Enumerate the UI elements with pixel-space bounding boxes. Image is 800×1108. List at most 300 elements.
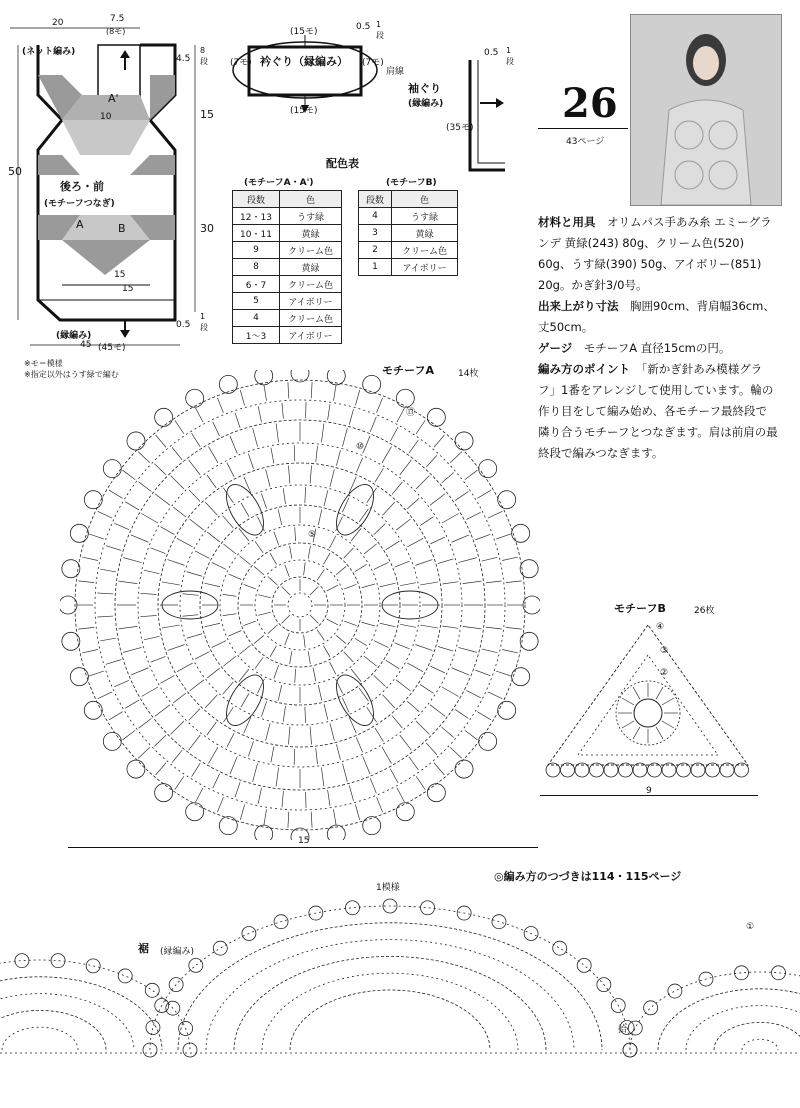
motif-a-stitch (295, 669, 296, 683)
collar-left-stitches: (7モ) (230, 58, 252, 68)
motif-a-stitch (195, 652, 209, 659)
col-header-rows: 段数 (233, 191, 280, 208)
table-row (233, 293, 342, 310)
motif-a-stitch (114, 523, 129, 529)
motif-a-stitch (452, 668, 470, 675)
hem-arc (234, 956, 546, 1050)
color-cell: クリーム色 (392, 242, 458, 259)
color-table-title: 配色表 (326, 157, 359, 170)
row-count-cell: 12・13 (233, 208, 280, 225)
motif-a-stitch (395, 561, 410, 567)
motif-a-stitch (285, 565, 290, 577)
motif-a-stitch (327, 619, 339, 625)
motif-a-stitch (342, 428, 347, 446)
motif-a-stitch (207, 722, 216, 735)
motif-a-stitch (271, 448, 274, 464)
motif-a-stitch (356, 458, 362, 473)
motif-a-stitch (78, 627, 94, 629)
motif-a-stitch (78, 581, 94, 583)
motif-a-stitch (207, 475, 216, 488)
motif-a-stitch (253, 428, 258, 446)
hem-scallop (183, 1043, 197, 1057)
motif-a-stitch (496, 671, 511, 676)
motif-a-stitch (160, 675, 174, 683)
motif-a-stitch (183, 615, 199, 617)
motif-a-stitch (311, 382, 312, 398)
motif-a-stitch (317, 630, 324, 641)
motif-a-stitch (380, 583, 396, 587)
body-height: 50 (8, 165, 22, 178)
motif-a-stitch (400, 460, 412, 475)
motif-a-stitch (204, 583, 220, 587)
hem-arc (686, 1006, 800, 1050)
net-width: 7.5 (110, 14, 125, 24)
hem-scallop (734, 966, 748, 980)
motif-a-stitch (106, 546, 121, 551)
hem-scallop (145, 983, 159, 997)
motif-a-stitch (420, 625, 438, 628)
motif-a-stitch (380, 623, 396, 627)
hem-arc (742, 1039, 778, 1050)
motif-a-stitch (392, 482, 402, 494)
motif-a-stitch (407, 663, 423, 672)
hem-arc (2, 1027, 78, 1050)
motif-a-stitch (438, 559, 453, 564)
motif-a-stitch (450, 452, 462, 463)
motif-a-stitch (109, 712, 123, 720)
row-count-cell: 2 (359, 242, 392, 259)
motif-a-scallop (186, 389, 204, 407)
motif-a-stitch (119, 581, 138, 583)
hem-scallop (421, 901, 435, 915)
motif-a-stitch (274, 532, 279, 545)
motif-a-stitch (140, 616, 156, 617)
bottom-stitches: (45モ) (98, 343, 126, 353)
motif-a-scallop (520, 560, 538, 578)
mid-height: 15 (200, 108, 214, 121)
motif-a-ring (238, 543, 362, 667)
motif-a-scallop (60, 596, 77, 614)
motif-a-stitch (187, 634, 202, 639)
motif-a-stitch (416, 721, 429, 734)
motif-a-stitch (362, 584, 375, 588)
motif-a-stitch (466, 512, 480, 519)
motif-a-stitch (248, 741, 253, 756)
motif-a-stitch (217, 398, 223, 413)
motif-a-stitch (400, 624, 416, 627)
motif-a-stitch (244, 584, 256, 588)
motif-a-stitch (270, 646, 277, 657)
motif-a-stitch (382, 447, 392, 463)
motif-b-round-4: ④ (656, 622, 665, 632)
motif-a-stitch (465, 730, 478, 740)
motif-a-stitch (397, 408, 404, 422)
motif-a-stitch (271, 747, 274, 763)
motif-b-scallop (648, 763, 662, 777)
motif-a-stitch (255, 657, 263, 668)
motif-a-stitch (383, 695, 395, 708)
motif-a-stitch (131, 535, 149, 542)
motif-b-stitch (622, 721, 634, 728)
table-row (233, 225, 342, 242)
motif-a-stitch (240, 390, 244, 405)
motif-a-stitch (416, 476, 429, 489)
hem-scallop (345, 901, 359, 915)
motif-a-stitch (282, 791, 283, 807)
motif-a-stitch (430, 494, 445, 506)
motif-a-stitch (329, 662, 335, 674)
row-count-cell: 5 (233, 293, 280, 310)
motif-b-stitch (656, 727, 663, 739)
motif-a-stitch (324, 646, 331, 657)
motif-a-stitch (496, 534, 511, 539)
motif-a-stitch (359, 509, 368, 522)
motif-a-stitch (223, 488, 233, 503)
motif-a-stitch (189, 709, 200, 721)
top-rows-unit: 段 (200, 57, 208, 66)
motif-a-stitch (109, 490, 123, 498)
hem-sub-label: (縁編み) (160, 947, 195, 957)
motif-a-scallop (498, 491, 516, 509)
motif-a-stitch (316, 446, 318, 462)
motif-a-stitch (304, 562, 306, 575)
motif-a-stitch (278, 509, 282, 525)
note-color: ※指定以外はうす緑で編む (24, 370, 119, 379)
row-count-cell: 4 (233, 310, 280, 327)
motif-a-stitch (434, 435, 444, 447)
motif-a-stitch (442, 727, 454, 737)
b-label: B (118, 222, 126, 235)
motif-a-stitch (407, 498, 419, 509)
motif-a-stitch (463, 581, 482, 583)
motif-a-stitch (382, 747, 392, 763)
motif-a-stitch (328, 790, 330, 806)
motif-a-stitch (173, 507, 186, 517)
motif-a-chart (60, 370, 540, 840)
color-table-b (358, 190, 458, 276)
right-height: 30 (200, 222, 214, 235)
motif-a-stitch (290, 546, 292, 559)
model-silhouette (631, 15, 781, 205)
motif-a-stitch (415, 560, 432, 566)
motif-a-stitch (355, 804, 359, 819)
a-prime-label: A' (108, 92, 119, 105)
motif-a-stitch (333, 385, 336, 401)
motif-a-ring (288, 593, 312, 617)
motif-a-scallop (523, 596, 540, 614)
motif-a-stitch (502, 557, 518, 560)
hem-scallop (628, 1021, 642, 1035)
motif-a-stitch (324, 704, 328, 720)
motif-a-stitch (415, 645, 432, 651)
hem-arc (0, 994, 134, 1050)
motif-a-stitch (196, 408, 203, 422)
motif-a-stitch (142, 514, 158, 524)
motif-a-stitch (228, 630, 241, 636)
motif-a-stitch (397, 788, 404, 802)
motif-a-stitch (330, 469, 334, 486)
motif-a-stitch (278, 685, 282, 701)
motif-a-stitch (276, 424, 278, 443)
body-label: 後ろ・前 (60, 180, 104, 193)
table-row (359, 208, 458, 225)
motif-a-stitch (282, 615, 290, 623)
color-cell: クリーム色 (279, 310, 341, 327)
table-row (359, 259, 458, 276)
motif-a-stitch (318, 509, 322, 525)
motif-a-stitch (205, 502, 217, 515)
motif-a-stitch (362, 622, 375, 626)
motif-b-stitch (622, 698, 634, 705)
motif-a-ring (158, 463, 442, 747)
motif-a-stitch (155, 494, 170, 506)
motif-a-stitch (212, 562, 226, 569)
motif-a-stitch (239, 645, 250, 654)
motif-a-stitch (477, 490, 491, 498)
motif-a-stitch (310, 615, 318, 623)
motif-a-scallop (155, 784, 173, 802)
motif-a-scallop (219, 817, 237, 835)
motif-a-stitch (122, 470, 135, 480)
motif-a-stitch (268, 625, 278, 634)
motif-a-stitch (374, 524, 386, 535)
motif-a-stitch (367, 488, 377, 503)
motif-a-stitch (270, 553, 277, 564)
color-cell: アイボリー (279, 293, 341, 310)
motif-a-stitch (356, 738, 362, 753)
motif-a-scallop (84, 491, 102, 509)
top-rows-h: 4.5 (176, 54, 191, 64)
motif-a-dim-line (68, 847, 538, 848)
motif-a-stitch (82, 649, 98, 652)
hem-arc (150, 906, 630, 1050)
motif-b-stitch (662, 698, 674, 705)
motif-a-stitch (192, 433, 201, 447)
motif-a-stitch (344, 652, 354, 662)
hem-scallop (15, 954, 29, 968)
motif-a-scallop (455, 432, 473, 450)
motif-a-stitch (370, 778, 376, 793)
motif-a-scallop (70, 668, 88, 686)
materials-text: オリムパス手あみ糸 エミーグランデ 黄緑(243) 80g、クリーム色(520) 60g、うす緑(390) 50g、アイボリー(851) 20g。かぎ針3/0号。 (538, 215, 772, 292)
collar-bottom-stitches: (15モ) (290, 106, 318, 116)
motif-a-stitch (294, 749, 295, 765)
motif-a-stitch (223, 614, 237, 616)
motif-b-stitch (633, 727, 640, 739)
motif-a-stitch (254, 635, 264, 643)
motif-a-title: モチーフA (382, 364, 434, 377)
motif-a-stitch (223, 656, 236, 666)
inner-15a: 15 (114, 270, 126, 280)
collar-rows-unit: 段 (376, 31, 384, 40)
motif-a-stitch (240, 804, 244, 819)
motif-a-scallop (70, 524, 88, 542)
hem-chart (0, 885, 800, 1108)
color-table-b-title: (モチーフB) (386, 178, 437, 188)
motif-a-stitch (288, 727, 289, 745)
motif-a-stitch (223, 544, 236, 554)
hem-scallop (644, 1001, 658, 1015)
motif-a-stitch (383, 502, 395, 515)
col-header-color: 色 (279, 191, 341, 208)
motif-a-stitch (89, 671, 104, 676)
motif-a-stitch (400, 583, 416, 586)
motif-a-stitch (173, 693, 186, 703)
motif-a-stitch (125, 502, 139, 510)
motif-a-width: 15 (298, 836, 310, 846)
motif-a-stitch (409, 440, 418, 453)
motif-b-scallop (633, 763, 647, 777)
motif-a-stitch (426, 455, 437, 467)
motif-a-stitch (100, 569, 116, 572)
collar-right-stitches: (7モ) (362, 58, 384, 68)
motif-a-stitch (442, 687, 458, 697)
motif-a-stitch (420, 684, 433, 693)
motif-a-stitch (386, 660, 399, 669)
motif-a-stitch (488, 692, 503, 699)
motif-a-stitch (204, 623, 220, 627)
motif-a-stitch (255, 541, 263, 552)
row-count-cell: 3 (359, 225, 392, 242)
motif-a-scallop (62, 632, 80, 650)
motif-a-stitch (140, 593, 156, 594)
motif-a-stitch (290, 651, 292, 664)
motif-a-stitch (172, 750, 182, 762)
motif-a-stitch (235, 413, 240, 428)
motif-a-stitch (241, 503, 249, 517)
row-count-cell: 4 (359, 208, 392, 225)
motif-a-stitch (390, 427, 398, 441)
motif-a-scallop (512, 524, 530, 542)
motif-a-stitch (123, 558, 141, 563)
net-label: (ネット編み) (22, 47, 76, 57)
motif-a-stitch (190, 680, 204, 691)
motif-a-stitch (455, 709, 468, 718)
body-sub: (モチーフつなぎ) (44, 199, 115, 209)
motif-a-scallop (127, 432, 145, 450)
hem-arc (630, 972, 800, 1050)
motif-a-stitch (390, 769, 398, 783)
motif-a-stitch (377, 797, 383, 812)
motif-a-stitch (355, 638, 367, 645)
motif-a-stitch (190, 519, 204, 530)
hem-arc (0, 977, 162, 1050)
a-label: A (76, 218, 84, 231)
motif-a-stitch (321, 768, 323, 787)
motif-a-scallop (186, 803, 204, 821)
motif-a-stitch (420, 582, 438, 585)
motif-a-stitch (192, 763, 201, 777)
motif-a-stitch (283, 488, 285, 504)
hem-scallop (86, 959, 100, 973)
motif-a-stitch (223, 707, 233, 722)
hem-round-1: ① (746, 922, 755, 932)
table-row (233, 310, 342, 327)
motif-a-stitch (400, 735, 412, 750)
motif-a-stitch (329, 536, 335, 548)
motif-a-scallop (255, 825, 273, 840)
motif-a-stitch (395, 643, 410, 649)
motif-a-stitch (151, 548, 166, 554)
motif-a-stitch (386, 541, 399, 550)
motif-a-stitch (209, 747, 219, 763)
color-cell: クリーム色 (279, 276, 341, 293)
motif-a-stitch (156, 763, 166, 775)
hem-join-label: 拾 (618, 1025, 628, 1035)
motif-a-stitch (342, 498, 349, 513)
motif-b-stitch (656, 687, 663, 699)
motif-a-stitch (258, 406, 261, 422)
motif-a-stitch (502, 649, 518, 652)
motif-a-stitch (486, 581, 502, 583)
motif-a-stitch (375, 468, 383, 482)
materials-block (538, 212, 778, 464)
motif-a-stitch (138, 452, 150, 463)
motif-a-stitch (310, 465, 311, 483)
motif-a-stitch (317, 570, 324, 581)
motif-a-stitch (295, 527, 296, 541)
row-count-cell: 10・11 (233, 225, 280, 242)
continue-note: ◎編み方のつづきは114・115ページ (494, 870, 682, 883)
motif-a-stitch (374, 562, 388, 569)
hem-arc (290, 990, 490, 1050)
motif-a-stitch (442, 582, 458, 584)
motif-b-chart (538, 615, 758, 790)
note-stitch: ※モ＝模様 (24, 359, 63, 368)
motif-a-stitch (336, 635, 346, 643)
motif-a-stitch (367, 707, 377, 722)
hem-scallop (189, 958, 203, 972)
motif-a-stitch (209, 447, 219, 463)
motif-a-stitch (264, 809, 267, 825)
motif-a-stitch (342, 698, 349, 713)
motif-a-stitch (310, 727, 311, 745)
color-cell: クリーム色 (279, 242, 341, 259)
motif-a-stitch (450, 747, 462, 758)
model-photo (630, 14, 782, 206)
motif-a-stitch (318, 685, 322, 701)
motif-a-scallop (363, 817, 381, 835)
color-cell: アイボリー (279, 327, 341, 344)
motif-a-scallop (155, 408, 173, 426)
motif-b-count: 26枚 (694, 606, 715, 616)
color-table-ab (232, 190, 342, 344)
motif-a-round-10: ⑩ (356, 442, 365, 452)
motif-a-stitch (89, 534, 104, 539)
color-cell: うす緑 (392, 208, 458, 225)
motif-a-stitch (151, 656, 166, 662)
motif-a-stitch (304, 635, 306, 648)
color-cell: アイボリー (392, 259, 458, 276)
motif-a-stitch (328, 404, 330, 420)
motif-a-stitch (213, 774, 220, 788)
motif-a-stitch (282, 403, 283, 419)
sleeve-stitches: (35モ) (446, 123, 474, 133)
motif-a-stitch (396, 519, 410, 530)
motif-a-stitch (264, 385, 267, 401)
motif-a-stitch (258, 595, 271, 598)
row-count-cell: 9 (233, 242, 280, 259)
motif-a-scallop (427, 408, 445, 426)
top-rows: 8 (200, 46, 206, 55)
motif-a-stitch (125, 700, 139, 708)
motif-a-stitch (407, 538, 423, 547)
motif-a-scallop (427, 784, 445, 802)
bottom-rows-unit: 段 (200, 323, 208, 332)
motif-a-stitch (97, 593, 113, 594)
col-header-color: 色 (392, 191, 458, 208)
motif-a-stitch (239, 556, 250, 565)
